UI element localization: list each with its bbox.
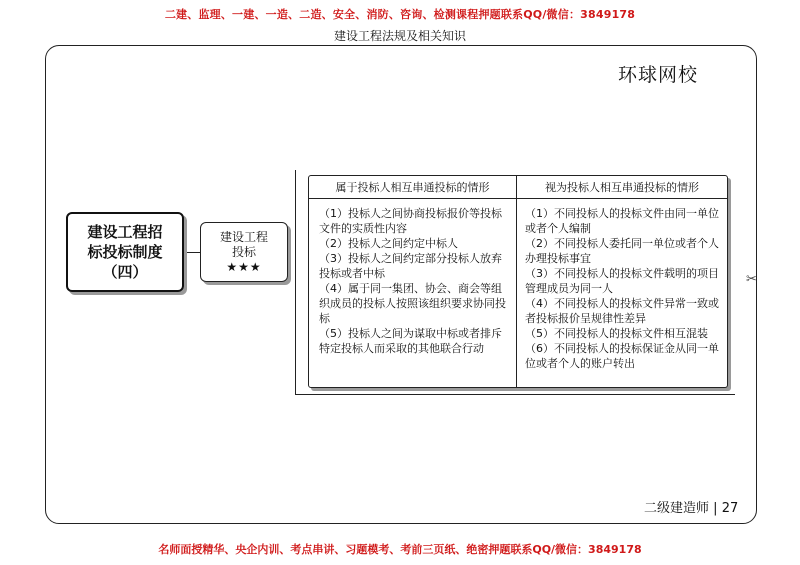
list-item: （2）投标人之间约定中标人 bbox=[319, 237, 458, 250]
list-item: （4）不同投标人的投标文件异常一致或者投标报价呈规律性差异 bbox=[525, 297, 719, 325]
main-topic-line2: 标投标制度 bbox=[87, 243, 163, 261]
footer-book-name: 二级建造师 bbox=[644, 501, 710, 516]
list-item: （5）投标人之间为谋取中标或者排斥特定投标人而采取的其他联合行动 bbox=[319, 327, 502, 355]
main-topic-box bbox=[66, 212, 184, 292]
sub-topic-line1: 建设工程 bbox=[219, 230, 268, 244]
list-item: （4）属于同一集团、协会、商会等组织成员的投标人按照该组织要求协同投标 bbox=[319, 282, 506, 325]
table-header-left: 属于投标人相互串通投标的情形 bbox=[309, 176, 516, 199]
footer-label bbox=[644, 497, 738, 516]
list-item: （5）不同投标人的投标文件相互混装 bbox=[525, 327, 708, 340]
page-number: 27 bbox=[721, 501, 739, 516]
list-item: （6）不同投标人的投标保证金从同一单位或者个人的账户转出 bbox=[525, 342, 719, 370]
logo: 环球网校 bbox=[618, 64, 699, 86]
book-title: 建设工程法规及相关知识 bbox=[333, 29, 466, 43]
sub-topic-line2: 投标 bbox=[231, 245, 256, 259]
table-header-right: 视为投标人相互串通投标的情形 bbox=[516, 176, 728, 199]
table-column-divider bbox=[516, 176, 517, 387]
comparison-table bbox=[308, 175, 728, 388]
table-right-column bbox=[525, 206, 721, 371]
connector-bottom bbox=[295, 394, 735, 395]
main-topic-line1: 建设工程招 bbox=[87, 223, 163, 241]
table-left-column bbox=[319, 206, 511, 356]
scissors-icon: ✂ bbox=[746, 272, 757, 287]
connector-vertical bbox=[295, 170, 296, 395]
main-topic-line3: （四） bbox=[102, 263, 148, 281]
sub-topic-box bbox=[200, 222, 288, 282]
list-item: （2）不同投标人委托同一单位或者个人办理投标事宜 bbox=[525, 237, 719, 265]
top-banner: 二建、监理、一建、一造、二造、安全、消防、咨询、检测课程押题联系QQ/微信：3849178 bbox=[164, 8, 636, 21]
list-item: （3）不同投标人的投标文件载明的项目管理成员为同一人 bbox=[525, 267, 719, 295]
importance-stars: ★★★ bbox=[226, 260, 262, 274]
list-item: （1）投标人之间协商投标报价等投标文件的实质性内容 bbox=[319, 207, 502, 235]
footer-separator: | bbox=[713, 501, 718, 516]
connector-horizontal bbox=[184, 252, 200, 253]
bottom-banner: 名师面授精华、央企内训、考点串讲、习题模考、考前三页纸、绝密押题联系QQ/微信：3849178 bbox=[158, 543, 642, 556]
list-item: （1）不同投标人的投标文件由同一单位或者个人编制 bbox=[525, 207, 719, 235]
list-item: （3）投标人之间约定部分投标人放弃投标或者中标 bbox=[319, 252, 502, 280]
